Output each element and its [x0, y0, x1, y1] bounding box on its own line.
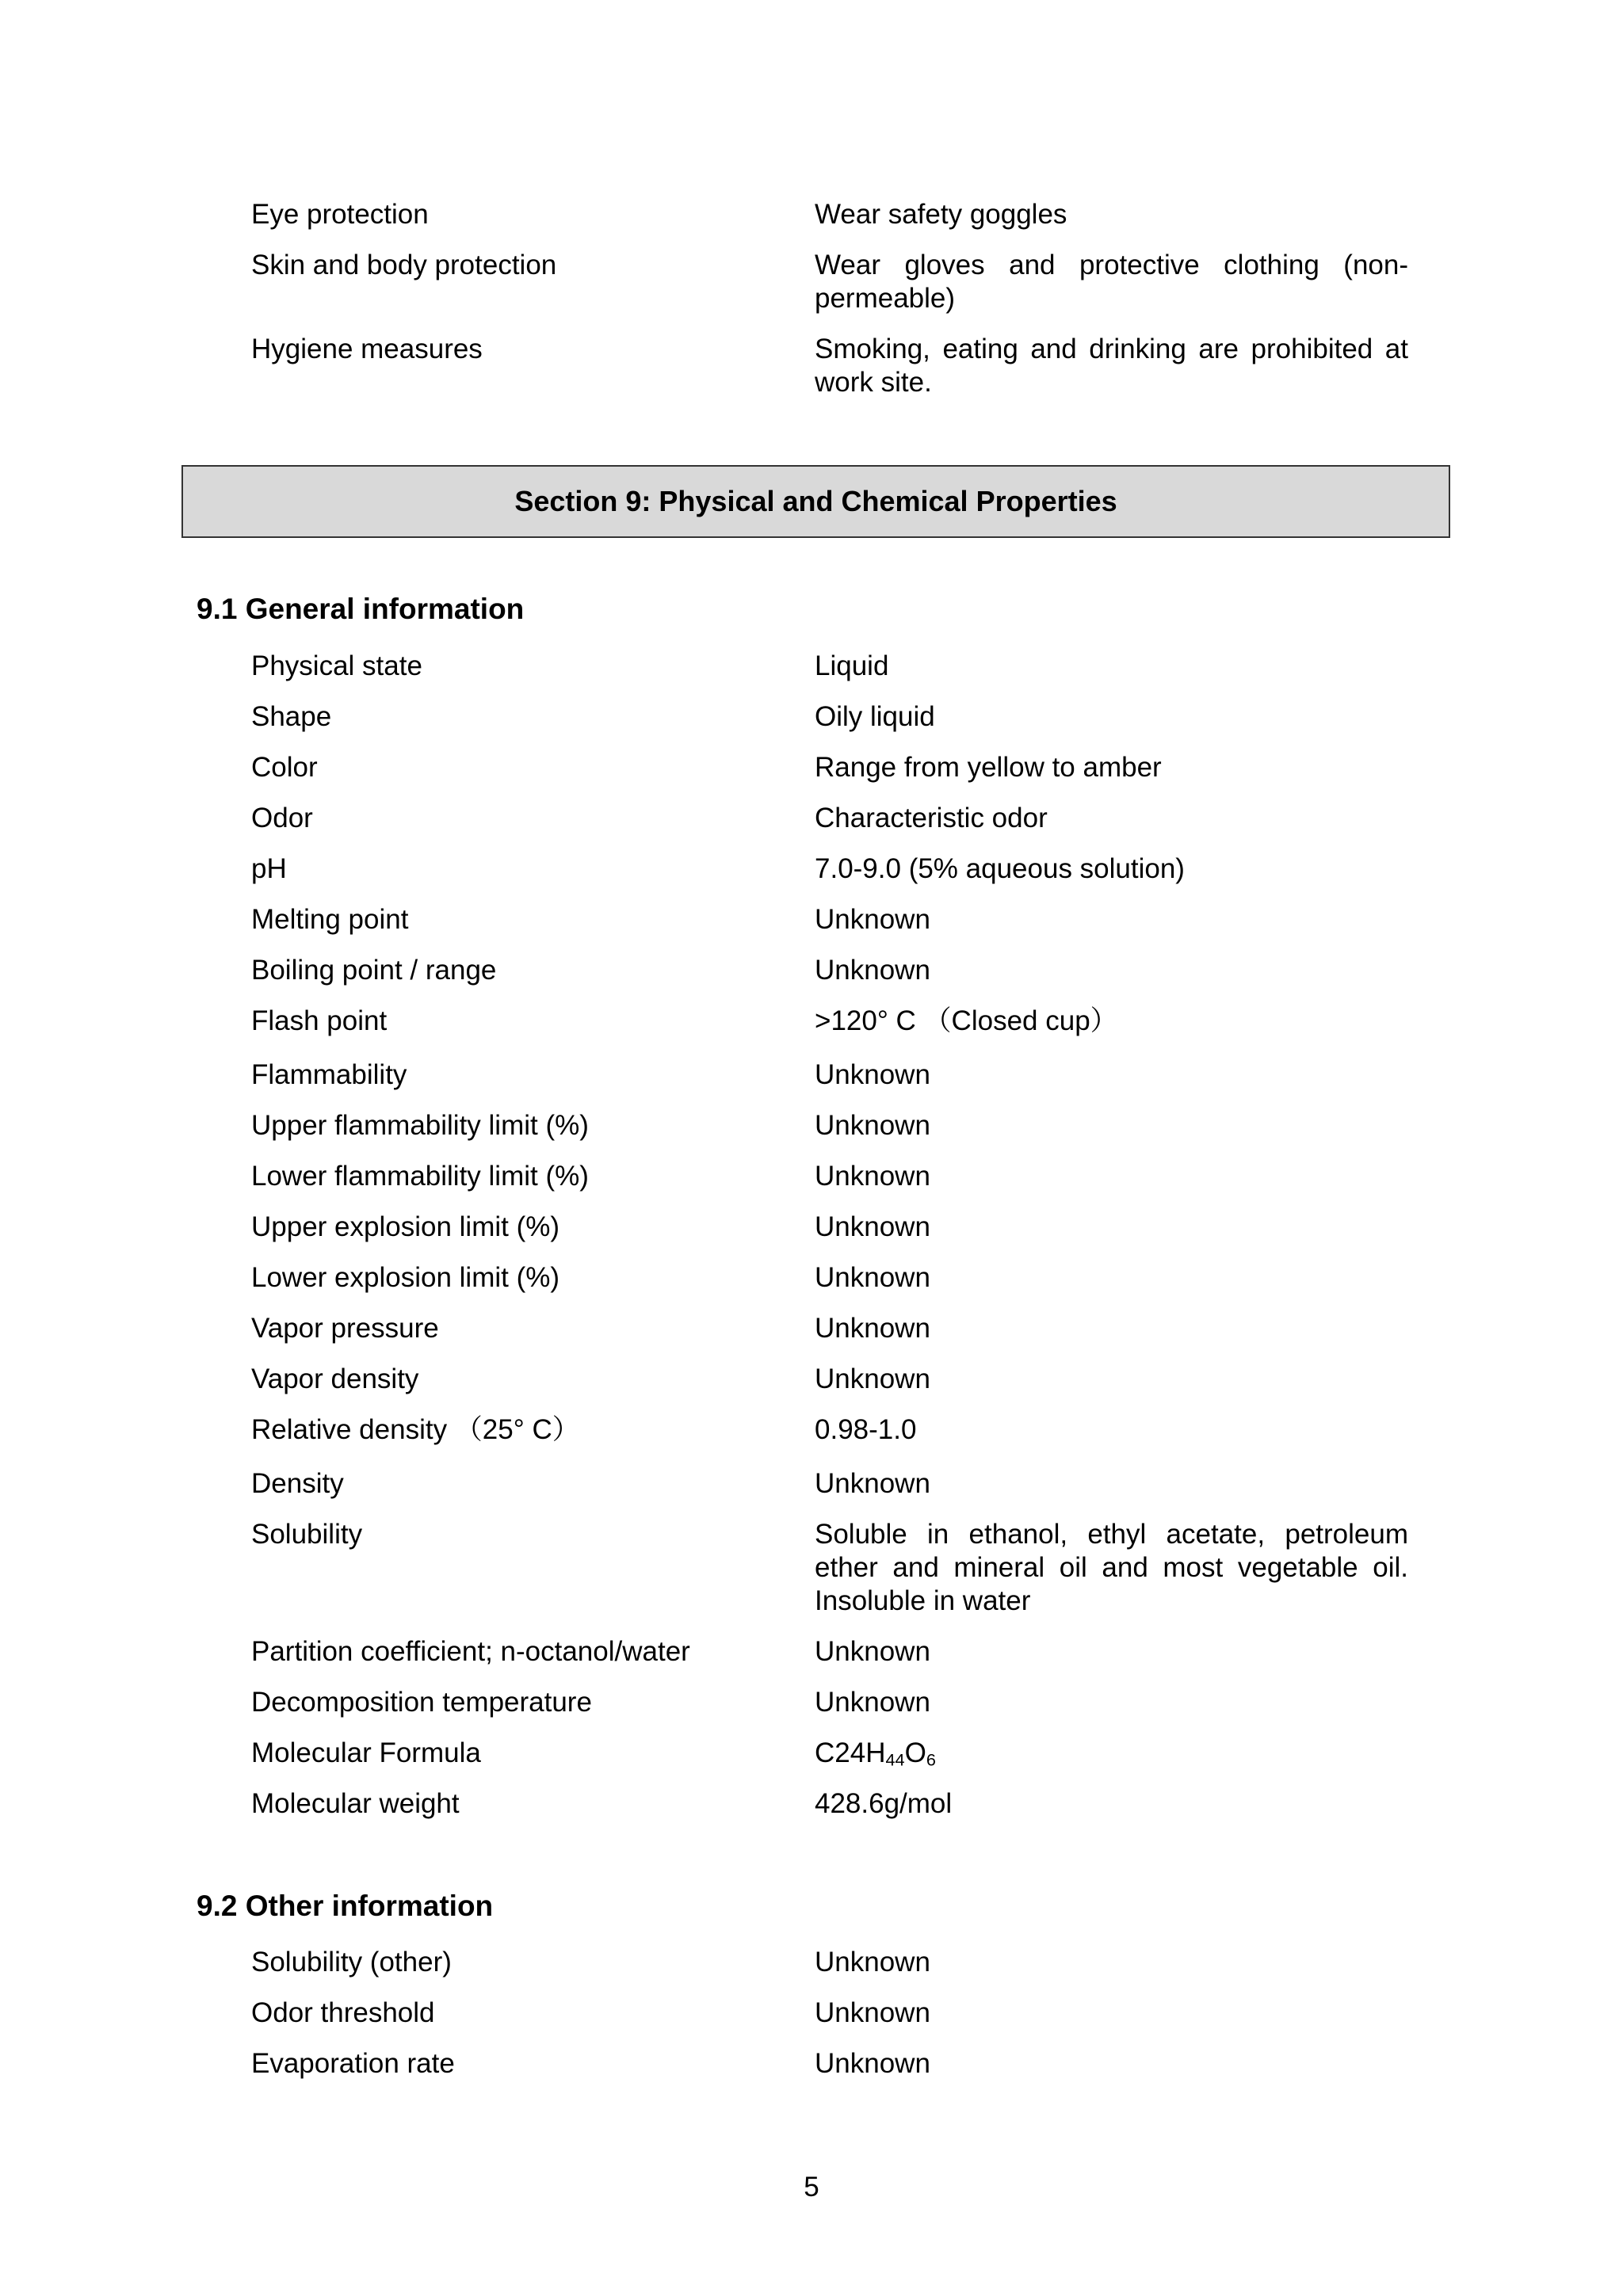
table-row	[251, 1737, 1408, 1787]
row-label: Density	[251, 1468, 344, 1499]
table-row	[251, 1997, 1408, 2047]
table-row	[251, 1946, 1408, 1997]
table-row	[251, 1363, 1408, 1413]
row-label: Flash point	[251, 1005, 388, 1036]
row-value: 428.6g/mol	[815, 1788, 953, 1819]
table-row	[251, 903, 1408, 954]
row-value: Range from yellow to amber	[815, 752, 1162, 783]
row-value: Smoking, eating and drinking are prohibited at work site.	[815, 334, 1408, 398]
row-label: Physical state	[251, 650, 422, 681]
table-row	[251, 2047, 1408, 2098]
row-value: Unknown	[815, 1110, 930, 1141]
row-value: Unknown	[815, 2048, 930, 2079]
row-label: Melting point	[251, 904, 409, 935]
row-label: Color	[251, 752, 318, 783]
row-value: Unknown	[815, 1997, 930, 2028]
row-value: Wear gloves and protective clothing (non-permeable)	[815, 250, 1408, 314]
row-label: Hygiene measures	[251, 334, 483, 364]
row-label: Solubility (other)	[251, 1947, 452, 1978]
row-label: pH	[251, 853, 287, 884]
row-label: Odor threshold	[251, 1997, 435, 2028]
row-value: 7.0-9.0 (5% aqueous solution)	[815, 853, 1185, 884]
table-row	[251, 1312, 1408, 1363]
row-label: Evaporation rate	[251, 2048, 455, 2079]
row-value: Unknown	[815, 1313, 930, 1344]
row-label: Upper flammability limit (%)	[251, 1110, 589, 1141]
table-row	[251, 954, 1408, 1005]
row-value: Characteristic odor	[815, 803, 1048, 833]
row-value: Unknown	[815, 1262, 930, 1293]
formula-subscript: 6	[926, 1749, 936, 1770]
table-row	[251, 1005, 1408, 1058]
table-row	[251, 751, 1408, 802]
table-row	[251, 249, 1408, 333]
row-label: Molecular weight	[251, 1788, 460, 1819]
formula-subscript: 44	[885, 1749, 905, 1770]
table-row	[251, 333, 1408, 417]
molecular-formula-value	[815, 1737, 1408, 1770]
row-label: Lower explosion limit (%)	[251, 1262, 560, 1293]
row-label: Flammability	[251, 1059, 407, 1090]
formula-part: O	[904, 1737, 926, 1768]
table-row	[251, 1058, 1408, 1109]
row-value: Soluble in ethanol, ethyl acetate, petroleum ether and mineral oil and most vegetable oil. Insoluble in water	[815, 1519, 1408, 1616]
row-label: Solubility	[251, 1519, 363, 1550]
table-row	[251, 1518, 1408, 1635]
row-value: Unknown	[815, 1161, 930, 1192]
row-value: Unknown	[815, 1687, 930, 1718]
table-row	[251, 198, 1408, 249]
page-number: 5	[804, 2172, 819, 2203]
row-label: Relative density （25° C）	[251, 1414, 580, 1445]
row-value: Unknown	[815, 955, 930, 986]
row-value: Unknown	[815, 1059, 930, 1090]
table-row	[251, 802, 1408, 852]
row-value: Unknown	[815, 904, 930, 935]
row-label: Vapor density	[251, 1363, 419, 1394]
subsection-heading-other: 9.2 Other information	[197, 1890, 494, 1922]
table-row	[251, 1467, 1408, 1518]
row-label: Decomposition temperature	[251, 1687, 592, 1718]
other-properties-table	[251, 1946, 1408, 2098]
row-value: Liquid	[815, 650, 889, 681]
table-row	[251, 1635, 1408, 1686]
table-row	[251, 700, 1408, 751]
table-row	[251, 1160, 1408, 1211]
table-row	[251, 1413, 1408, 1467]
table-row	[251, 852, 1408, 903]
subsection-heading-general: 9.1 General information	[197, 593, 525, 625]
row-value: Unknown	[815, 1636, 930, 1667]
row-value: Unknown	[815, 1947, 930, 1978]
row-label: Partition coefficient; n-octanol/water	[251, 1636, 690, 1667]
row-label: Odor	[251, 803, 313, 833]
table-row	[251, 1261, 1408, 1312]
section-title: Section 9: Physical and Chemical Properties	[514, 485, 1117, 517]
row-value: >120° C （Closed cup）	[815, 1005, 1118, 1036]
row-value: Oily liquid	[815, 701, 935, 732]
row-label: Vapor pressure	[251, 1313, 439, 1344]
row-label: Lower flammability limit (%)	[251, 1161, 589, 1192]
table-row	[251, 1787, 1408, 1838]
row-label: Shape	[251, 701, 332, 732]
row-value: Unknown	[815, 1211, 930, 1242]
row-label: Eye protection	[251, 199, 429, 230]
table-row	[251, 650, 1408, 700]
row-label: Skin and body protection	[251, 250, 557, 280]
row-value: Unknown	[815, 1468, 930, 1499]
row-label: Boiling point / range	[251, 955, 497, 986]
table-row	[251, 1211, 1408, 1261]
row-value: Unknown	[815, 1363, 930, 1394]
row-label: Molecular Formula	[251, 1737, 481, 1768]
section-title-banner	[181, 465, 1450, 538]
table-row	[251, 1686, 1408, 1737]
row-label: Upper explosion limit (%)	[251, 1211, 560, 1242]
formula-part: C24H	[815, 1737, 886, 1768]
row-value: Wear safety goggles	[815, 199, 1067, 230]
protection-table	[251, 198, 1408, 417]
general-properties-table	[251, 650, 1408, 1838]
table-row	[251, 1109, 1408, 1160]
row-value: 0.98-1.0	[815, 1414, 917, 1445]
